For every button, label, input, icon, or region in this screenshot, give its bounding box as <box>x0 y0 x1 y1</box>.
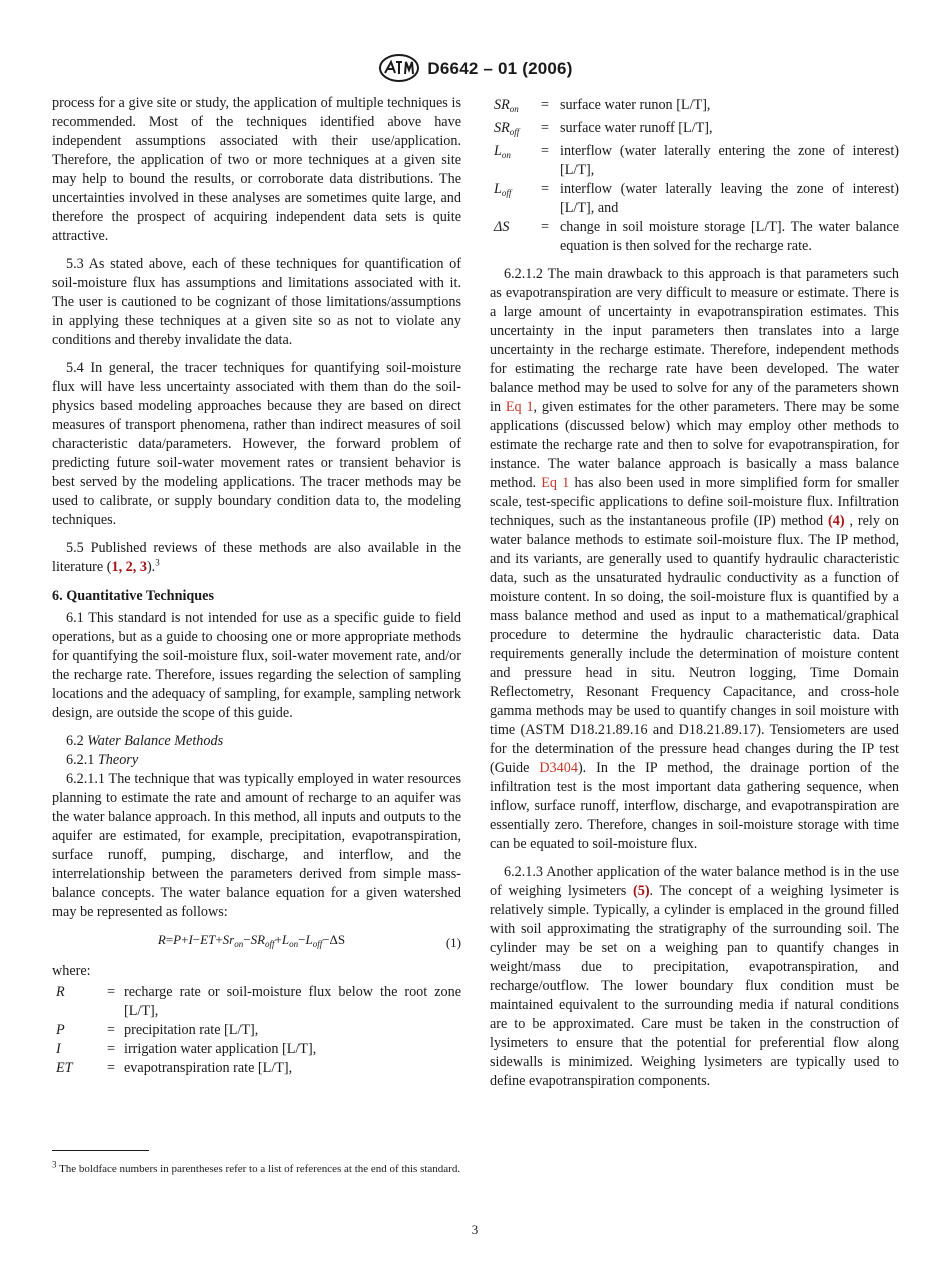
definition-text: evapotranspiration rate [L/T], <box>124 1060 293 1076</box>
paragraph-text: 6.2.1.2 The main drawback to this approach is that parameters such as evapotranspiration are very difficult to measure or estimate. There is a large amount of uncertainty in evapotranspiration estimates. This uncertainty in the input parameters then translates into a large uncertainty in the recharge estimate. Therefore, independent methods for estimating the recharge rate have been developed. The water balance method may be used to solve for any of the parameters shown in <box>490 266 899 415</box>
definition-item <box>490 142 899 180</box>
eq-subscript: off <box>312 939 323 949</box>
paragraph-5-3: 5.3 As stated above, each of these techniques for quantification of soil-moisture flux has assumptions and limitations associated with it. The user is cautioned to be cognizant of those limitations/assumptions in applying these techniques at a given site so as not to violate any conditions and thereby invalidate the data. <box>52 256 461 348</box>
definition-item <box>52 983 461 1021</box>
reference-link-5[interactable]: (5) <box>633 883 650 899</box>
footnote-mark: 3 <box>52 1159 57 1170</box>
eq-operator: − <box>322 932 330 947</box>
symbol-subscript: off <box>501 188 512 198</box>
water-balance-equation <box>52 930 461 954</box>
eq-operator: − <box>192 932 201 947</box>
eq-term: L <box>281 932 290 947</box>
paragraph-6-2-1-3 <box>490 863 899 1091</box>
paragraph-text: , given estimates for the other parameters. There may be some applications (discussed below) which may employ other methods to estimate the recharge rate and then to solve for evapotranspiration, for instance. The water balance approach is basically a mass balance method. <box>490 399 899 491</box>
paragraph-text: has also been used in more simplified form for smaller scale, test-specific applications to define soil-moisture flux. Infiltration techniques, such as the instantaneous profile (IP) method <box>490 475 899 529</box>
eq-term: R <box>157 932 166 947</box>
definition-symbol <box>490 218 530 256</box>
symbol-base: L <box>494 143 502 159</box>
definition-equals: = <box>540 219 549 235</box>
paragraph-continued: process for a give site or study, the application of multiple techniques is recommended. Most of the techniques identified above have independent assumptions associated with their use/application. Therefore, the application of two or more techniques at a given site may help to bound the results, or corroborate data distributions. The uncertainties involved in these analyses are sometimes quite large, and therefore the prospect of acquiring independent data sets is quite attractive. <box>52 95 461 244</box>
symbol-base: ΔS <box>494 219 510 235</box>
standard-designation: D6642 – 01 (2006) <box>427 58 573 78</box>
page-header <box>0 50 950 86</box>
equation-number: (1) <box>445 934 461 950</box>
astm-logo-icon <box>377 53 421 83</box>
symbol-subscript: off <box>509 127 520 137</box>
paragraph-text: , rely on water balance methods to estimate soil-moisture flux. The IP method, and its variants, are generally used to quantify hydraulic characteristic data, such as the unsaturated hydraulic conductivity as a function of moisture content. In so doing, the soil-moisture flux is quantified by a mass balance method and used as input to a mathematical/graphical procedure to determine the hydraulic characteristic data. Data requirements generally include the determination of moisture content and pressure head in situ. Neutron logging, Time Domain Reflectometry, Resonant Frequency Capacitance, and cross-hole gamma methods may be used to quantify changes in soil moisture with time (ASTM D18.21.89.16 and D18.21.89.17). Tensiometers are used for the determination of the pressure head changes during the IP test (Guide <box>490 513 899 776</box>
reference-link-3[interactable]: 3 <box>139 559 147 575</box>
footnote-text: The boldface numbers in parentheses refer to a list of references at the end of this standard. <box>59 1163 461 1175</box>
paragraph-6-1: 6.1 This standard is not intended for use as a specific guide to field operations, but as a guide to choosing one or more appropriate methods for quantifying the soil-moisture flux, soil-water movement rate, and/or the recharge rate. Therefore, issues regarding the selection of sampling locations and the adequacy of sampling, for example, sampling network design, are outside the scope of this guide. <box>52 610 461 721</box>
symbol-base: L <box>494 181 502 197</box>
definition-item <box>490 119 899 142</box>
definition-symbol <box>490 119 530 142</box>
footnote <box>52 1159 461 1177</box>
definition-equals: = <box>540 181 549 197</box>
definition-text: interflow (water laterally leaving the zone of interest) [L/T], and <box>560 181 899 216</box>
definition-symbol <box>490 180 530 218</box>
definition-item <box>490 96 899 119</box>
reference-separator: , <box>132 559 140 575</box>
footnote-marker[interactable]: 3 <box>155 557 160 568</box>
definition-symbol: I <box>56 1041 61 1057</box>
definition-item <box>52 1040 461 1059</box>
definition-text: recharge rate or soil-moisture flux below the root zone [L/T], <box>124 984 461 1019</box>
symbol-base: SR <box>494 120 510 136</box>
paragraph-6-2-1-2 <box>490 265 899 854</box>
eq-subscript: on <box>289 939 299 949</box>
symbol-subscript: on <box>501 150 511 160</box>
definition-text: precipitation rate [L/T], <box>124 1022 259 1038</box>
page-number: 3 <box>471 1222 479 1237</box>
equation-body <box>52 930 431 954</box>
eq-term: SR <box>250 932 266 947</box>
equation-1-link[interactable]: Eq 1 <box>505 399 534 415</box>
definition-symbol: P <box>56 1022 65 1038</box>
definition-text: irrigation water application [L/T], <box>124 1041 317 1057</box>
eq-operator: + <box>274 932 282 947</box>
paragraph-5-5 <box>52 539 461 577</box>
definition-equals: = <box>106 1041 115 1057</box>
equation-1-link[interactable]: Eq 1 <box>541 475 570 491</box>
eq-term: L <box>305 932 313 947</box>
definition-symbol <box>490 142 530 180</box>
eq-term: ΔS <box>329 932 346 947</box>
eq-term: P <box>173 932 182 947</box>
guide-d3404-link[interactable]: D3404 <box>539 760 578 776</box>
left-column <box>52 94 461 1078</box>
paragraph-text: ). In the IP method, the drainage portion of the infiltration test is the most important data gathering sequence, when inflow, surface runoff, interflow, discharge, and evapotranspiration are essentially zero. Therefore, changes in soil-moisture storage with time can be equated to soil-moisture flux. <box>490 760 899 852</box>
subsection-title: Theory <box>97 752 139 768</box>
paragraph-5-4: 5.4 In general, the tracer techniques for quantifying soil-moisture flux will have less uncertainty associated with them than do the soil-physics based modeling approaches because they are based on direct measures of transport phenomena, rather than indirect measures of soil characteristic data/parameters. However, the forward problem of predicting future soil-water movement rates or transient behavior is best served by the modeling applications. The tracer methods may be used to calibrate, or supply boundary condition data to, the modeling techniques. <box>52 360 461 528</box>
definition-text: surface water runon [L/T], <box>560 97 711 113</box>
subsection-title: Water Balance Methods <box>87 733 224 749</box>
eq-term: ET <box>200 932 216 947</box>
reference-separator: , <box>118 559 126 575</box>
definition-symbol: R <box>56 984 65 1000</box>
definition-list <box>52 983 461 1078</box>
definition-equals: = <box>106 984 115 1000</box>
definition-text: surface water runoff [L/T], <box>560 120 713 136</box>
symbol-base: SR <box>494 97 510 113</box>
definition-symbol <box>490 96 530 119</box>
right-column <box>490 94 899 1091</box>
definition-item <box>52 1021 461 1040</box>
definition-equals: = <box>540 97 549 113</box>
eq-subscript: on <box>234 939 244 949</box>
eq-operator: + <box>181 932 189 947</box>
paragraph-text: 6.2.1.3 Another application of the water balance method is in the use of weighing lysimeters <box>490 864 899 899</box>
eq-operator: − <box>298 932 306 947</box>
section-6-heading: 6. Quantitative Techniques <box>52 588 215 604</box>
eq-term: I <box>188 932 193 947</box>
where-label: where: <box>52 963 91 979</box>
definition-item <box>490 218 899 256</box>
symbol-subscript: on <box>509 104 519 114</box>
reference-link-4[interactable]: (4) <box>828 513 845 529</box>
definition-item <box>52 1059 461 1078</box>
definition-list-continued <box>490 96 899 256</box>
eq-operator: = <box>165 932 174 947</box>
subsection-6-2-1-heading <box>52 751 461 770</box>
definition-equals: = <box>106 1022 115 1038</box>
paragraph-text: . The concept of a weighing lysimeter is relatively simple. Typically, a cylinder is emplaced in the ground filled with soil approximating the stratigraphy of the surrounding soil. The cylinder may be set on a weighing pan to quantify changes in weight/mass due to precipitation, evapotranspiration, and recharge/outflow. The lower boundary flux condition must be maintained equivalent to the surrounding media if natural conditions are to be approximated. Care must be taken in the construction of lysimeters to ensure that the potential for preferential flow along sidewalls is minimized. Weighing lysimeters are typically used to define evapotranspiration components. <box>490 883 899 1089</box>
definition-equals: = <box>106 1060 115 1076</box>
eq-term: Sr <box>222 932 235 947</box>
subsection-number: 6.2.1 <box>66 752 95 768</box>
definition-symbol: ET <box>56 1060 73 1076</box>
definition-item <box>490 180 899 218</box>
eq-subscript: off <box>265 939 275 949</box>
eq-operator: + <box>215 932 223 947</box>
definition-text: change in soil moisture storage [L/T]. The water balance equation is then solved for the recharge rate. <box>560 219 899 254</box>
subsection-number: 6.2 <box>66 733 84 749</box>
paragraph-5-5-end: ). <box>146 559 156 575</box>
definition-equals: = <box>540 143 549 159</box>
paragraph-5-5-text: 5.5 Published reviews of these methods are also available in the literature ( <box>52 540 461 575</box>
footnote-divider <box>52 1150 149 1151</box>
subsection-6-2-heading <box>52 732 461 751</box>
reference-link-1[interactable]: 1 <box>111 559 119 575</box>
reference-link-2[interactable]: 2 <box>125 559 133 575</box>
definition-text: interflow (water laterally entering the zone of interest) [L/T], <box>560 143 899 178</box>
paragraph-6-2-1-1: 6.2.1.1 The technique that was typically employed in water resources planning to estimate the rate and amount of recharge to an aquifer was the water balance approach. In this method, all inputs and outputs to the aquifer are estimated, for example, precipitation, evapotranspiration, surface runoff, pumping, discharge, and interflow, and the interrelationship between the parameters derived from simple mass-balance concepts. The water balance equation for a given watershed may be represented as follows: <box>52 771 461 920</box>
eq-operator: − <box>243 932 251 947</box>
definition-equals: = <box>540 120 549 136</box>
